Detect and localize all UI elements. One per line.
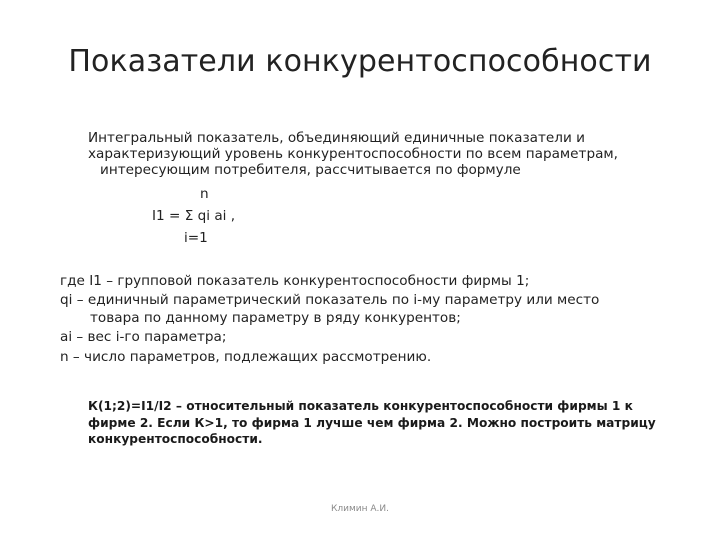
intro-line: характеризующий уровень конкурентоспособности по всем параметрам, (88, 146, 618, 162)
intro-paragraph (88, 130, 688, 178)
definition-item: где I1 – групповой показатель конкурентоспособности фирмы 1; (60, 273, 530, 289)
definition-text: qi – единичный параметрический показатель по i-му параметру или место (60, 292, 600, 308)
intro-line: интересующим потребителя, рассчитывается по формуле (100, 162, 521, 178)
conclusion-line: фирме 2. Если К>1, то фирма 1 лучше чем фирма 2. Можно построить матрицу (88, 415, 656, 430)
definitions-list (60, 271, 700, 367)
formula-expression: I1 = Σ qi ai , (152, 208, 236, 224)
slide-title: Показатели конкурентоспособности (68, 44, 652, 79)
definition-item: ai – вес i-го параметра; (60, 329, 227, 345)
formula-lower-limit: i=1 (184, 230, 208, 246)
formula-upper-limit: n (200, 186, 209, 202)
author-footer: Климин А.И. (331, 504, 389, 514)
definition-item (60, 291, 700, 327)
conclusion-line: конкурентоспособности. (88, 432, 263, 446)
conclusion-paragraph (88, 398, 668, 448)
intro-line: Интегральный показатель, объединяющий единичные показатели и (88, 130, 585, 146)
definition-item: n – число параметров, подлежащих рассмотрению. (60, 349, 432, 365)
definition-continuation: товара по данному параметру в ряду конкурентов; (90, 310, 461, 326)
conclusion-line: К(1;2)=I1/I2 – относительный показатель конкурентоспособности фирмы 1 к (88, 399, 633, 413)
